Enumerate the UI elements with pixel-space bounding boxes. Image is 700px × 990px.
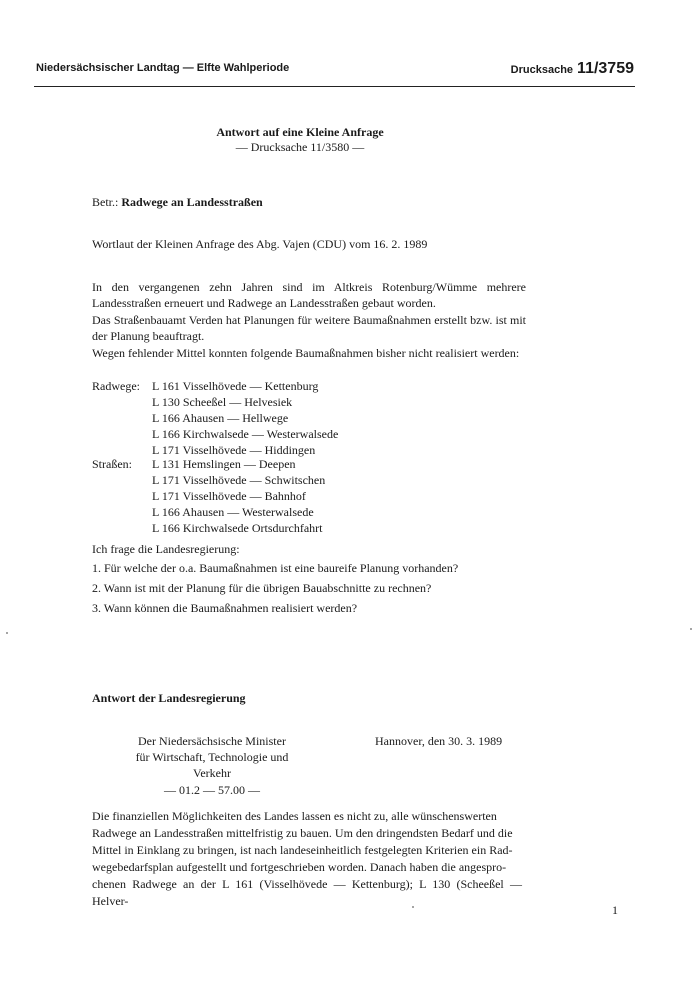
scan-speck [412,906,414,908]
minister-block [117,733,307,798]
question-3: 3. Wann können die Baumaßnahmen realisiert werden? [92,601,358,615]
question-2: 2. Wann ist mit der Planung für die übrigen Bauabschnitte zu rechnen? [92,581,432,595]
radwege-list [152,378,338,458]
inquiry-wording: Wortlaut der Kleinen Anfrage des Abg. Vajen (CDU) vom 16. 2. 1989 [92,237,428,251]
list-item: L 161 Visselhövede — Kettenburg [152,379,319,393]
answer-heading: Antwort der Landesregierung [92,691,246,705]
subject-text: Radwege an Landesstraßen [121,195,263,209]
header-rule [34,86,635,87]
answer-line: chenen Radwege an der L 161 (Visselhövede — Kettenburg); L 130 (Scheeßel — Helver- [92,877,522,908]
answer-line: Radwege an Landesstraßen mittelfristig zu bauen. Um den dringendsten Bedarf und die [92,826,513,840]
minister-line-2: für Wirtschaft, Technologie und Verkehr [135,750,289,781]
list-item: L 171 Visselhövede — Schwitschen [152,473,326,487]
list-item: L 166 Kirchwalsede — Westerwalsede [152,427,339,441]
minister-line-1: Der Niedersächsische Minister [138,734,286,748]
header-title: Niedersächsischer Landtag — Elfte Wahlperiode [36,62,290,74]
answer-line: Die finanziellen Möglichkeiten des Landes lassen es nicht zu, alle wünschenswerten [92,809,497,823]
list-item: L 166 Ahausen — Westerwalsede [152,505,314,519]
strassen-list [152,456,325,536]
answer-line: Mittel in Einklang zu bringen, ist nach landeseinheitlich festgelegten Kriterien ein Rad- [92,843,513,857]
document-subtitle: — Drucksache 11/3580 — [235,140,365,154]
paragraph-1: In den vergangenen zehn Jahren sind im Altkreis Rotenburg/Wümme mehrere Landesstraßen erneuert und Radwege an Landesstraßen gebaut worden. [92,280,526,311]
list-item: L 130 Scheeßel — Helvesiek [152,395,293,409]
answer-line: wegebedarfsplan aufgestellt und fortgeschrieben worden. Danach haben die angespro- [92,860,507,874]
answer-date: Hannover, den 30. 3. 1989 [375,734,503,748]
question-1: 1. Für welche der o.a. Baumaßnahmen ist eine baureife Planung vorhanden? [92,561,459,575]
scan-speck [690,628,692,630]
answer-text [92,808,522,910]
list-item: L 131 Hemslingen — Deepen [152,457,296,471]
paragraph-2: Das Straßenbauamt Verden hat Planungen für weitere Baumaßnahmen erstellt bzw. ist mit der Planung beauftragt. [92,313,526,344]
paragraph-3: Wegen fehlender Mittel konnten folgende Baumaßnahmen bisher nicht realisiert werden: [92,346,520,360]
list-item: L 166 Ahausen — Hellwege [152,411,289,425]
scan-speck [6,632,8,634]
drucksache-label: Drucksache [510,64,574,76]
subject-line [92,194,263,210]
minister-reference: — 01.2 — 57.00 — [164,782,260,797]
list-item: L 166 Kirchwalsede Ortsdurchfahrt [152,521,323,535]
radwege-label: Radwege: [92,379,140,393]
page-number: 1 [612,903,618,917]
drucksache-value: 11/3759 [577,60,634,77]
drucksache-number [511,58,634,80]
question-intro: Ich frage die Landesregierung: [92,542,240,556]
list-item: L 171 Visselhövede — Bahnhof [152,489,306,503]
subject-label: Betr.: [92,195,119,209]
strassen-label: Straßen: [92,457,132,471]
document-title: Antwort auf eine Kleine Anfrage [216,125,384,139]
list-item: L 171 Visselhövede — Hiddingen [152,443,316,457]
